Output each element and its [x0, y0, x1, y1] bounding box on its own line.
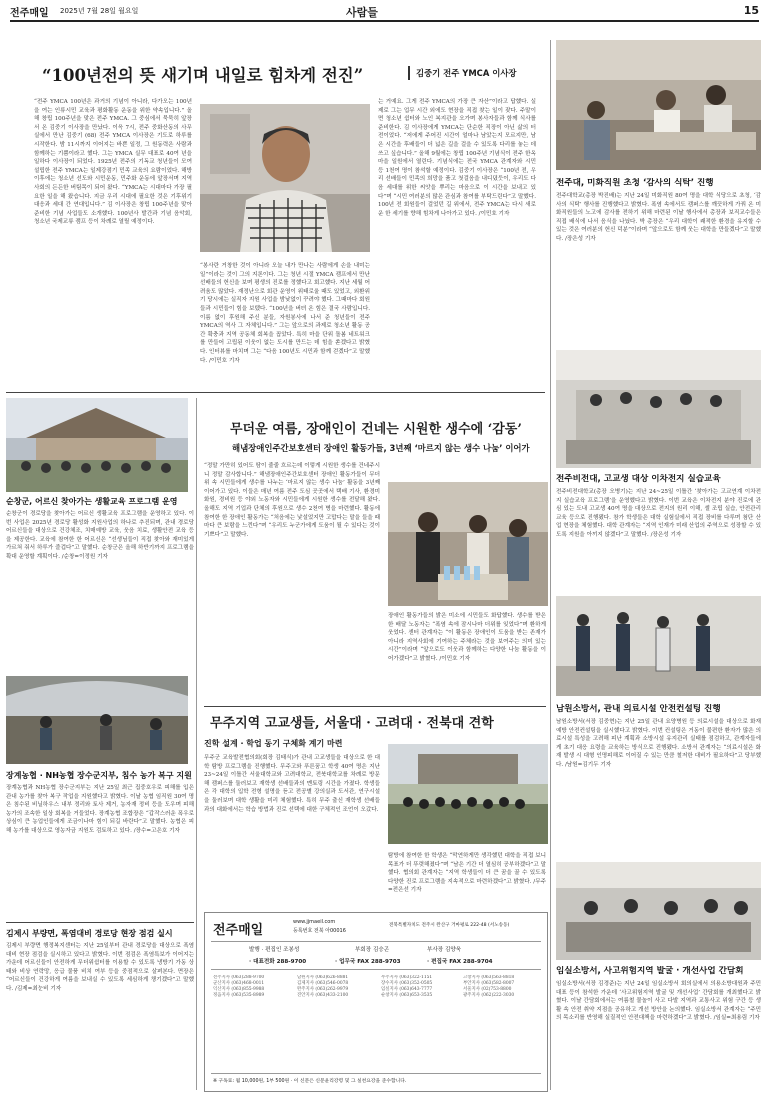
bureau-entry: 광주지사 (062)222-3030 — [463, 993, 515, 998]
campus-group-illustration — [388, 744, 548, 844]
center1-water-photo — [388, 482, 548, 606]
left-bottom-caption: 김제시 부량면, 폭염대비 경로당 현장 점검 실시 — [6, 929, 173, 938]
meeting-illustration — [556, 862, 761, 960]
headline-divider — [408, 66, 410, 80]
imsil-fire-photo — [556, 862, 761, 960]
lead-headline: “100년전의 뜻 새기며 내일로 힘차게 전진” — [42, 66, 364, 85]
info-masthead: 전주매일 — [213, 923, 264, 938]
janggye-photo — [6, 676, 188, 764]
info-divider-3 — [211, 1073, 541, 1074]
bureau-entry: 익산지사 (063)855-9988 — [213, 987, 265, 992]
bureau-entry: 임실지사 (063)643-7777 — [381, 987, 433, 992]
left-top-body: 순창군이 경로당을 찾아가는 어르신 생활교육 프로그램을 운영하고 있다. 이번 사업은 2025년 경로당 활성화 지원사업의 하나로 추진되며, 관내 경로당 어르신들을 대상으로 건강체조, 치매예방 교육, 웃음 치료, 생활안전 교육 등을 제공한다. 교육에 참여한 한 어르신은 “선생님들이 직접 찾아와 재미있게 가르쳐 줘서 하루가 즐겁다”고 말했다. 순창군은 올해 하반기까지 프로그램을 확대 운영할 계획이다. /순창=이정원 기자 — [6, 511, 194, 560]
center1-headline-box — [204, 418, 546, 438]
right-bottom-body: 임실소방서(서장 김경준)는 지난 24일 임실소방서 회의실에서 의용소방대원과 주민 대표 등이 참석한 가운데 ‘사고위험지역 발굴 및 개선사업’ 간담회를 개최했다고 밝혔다. 이날 간담회에서는 여름철 물놀이 사고 다발 지역과 교통사고 위험 구간 등 생활 속 안전 취약 지점을 공유하고 개선 방안을 논의했다. 임실소방서 관계자는 “주민의 목소리를 반영해 실질적인 안전대책을 마련하겠다”고 밝혔다. /임실=최용림 기자 — [556, 981, 761, 1022]
right-column-divider — [550, 40, 551, 1090]
bureau-entry: 전주지사 (063)288-9700 — [213, 975, 265, 980]
info-fax-business: · 업무국 FAX 288-9703 — [335, 959, 401, 965]
left-mid-body: 장계농협과 NH농협 장수군지부는 지난 25일 최근 집중호우로 피해를 입은 관내 농가를 찾아 복구 작업을 지원했다고 밝혔다. 이날 농협 임직원 30여 명은 침수된 비닐하우스 내부 정리와 토사 제거, 농자재 정비 등을 도우며 피해 농가의 조속한 일상 회복을 거들었다. 장계농협 조합장은 “갑작스러운 폭우로 상심이 큰 농업인들에게 조금이나마 힘이 되길 바란다”고 말했다. 농협은 피해 농가를 대상으로 영농자금 지원도 검토하고 있다. /장수=고은호 기자 — [6, 785, 194, 834]
lead-headline-row — [42, 62, 552, 88]
bureau-entry: 군산지사 (063)468-0011 — [213, 981, 265, 986]
bureau-list-1 — [213, 975, 291, 999]
bureau-entry: 무주지사 (063)322-1151 — [381, 975, 433, 980]
center2-body-right: 탐방에 참여한 한 학생은 “막연하게만 생각했던 대학을 직접 보니 목표가 더 뚜렷해졌다”며 “남은 기간 더 열심히 공부하겠다”고 말했다. 협의회 관계자는 “지역 학생들이 더 큰 꿈을 꿀 수 있도록 다양한 진로 프로그램을 지속적으로 마련하겠다”고 밝혔다. /무주=전은선 기자 — [388, 853, 546, 894]
header-rule — [10, 20, 759, 22]
greenhouse-cleanup-illustration — [6, 676, 188, 764]
bureau-list-2 — [297, 975, 375, 999]
masthead: 전주매일 — [10, 8, 49, 19]
bureau-entry: 장수지사 (063)352-0505 — [381, 981, 433, 986]
page-header — [10, 4, 759, 20]
bureau-list-3 — [381, 975, 459, 999]
center1-subheadline: 해냄장애인주간보호센터 장애인 활동가들, 3년째 ‘마르지 않는 생수 나눔’ 이어가 — [232, 443, 530, 453]
center1-body-left: “정말 가만히 있어도 땀이 줄줄 흐르는데 이렇게 시원한 생수를 건네주시니 정말 감사합니다.” 해냄장애인주간보호센터 장애인 활동가들이 무더위 속 시민들에게 생수를 나누는 ‘마르지 않는 생수 나눔’ 활동을 3년째 이어가고 있다. 이들은 매년 여름 전주 도심 곳곳에서 택배 기사, 환경미화원, 경비원 등 야외 노동자와 시민들에게 시원한 생수를 전달해 왔다. 올해도 지역 기업과 단체의 후원으로 생수 2천여 병을 마련했다. 활동에 참여한 한 장애인 활동가는 “처음에는 낯설었지만 고맙다는 말을 들을 때마다 큰 보람을 느낀다”며 “우리도 누군가에게 도움이 될 수 있다는 것이 기쁘다”고 말했다. — [204, 463, 380, 538]
right-bottom-caption: 임실소방서, 사고위험지역 발굴 · 개선사업 간담회 — [556, 966, 744, 976]
bureau-entry: 순창지사 (063)653-3535 — [381, 993, 433, 998]
bureau-list-4 — [463, 975, 543, 999]
portrait-illustration — [200, 104, 370, 252]
bureau-entry: 완주지사 (063)262-9979 — [297, 987, 349, 992]
left-mid-caption: 장계농협 · NH농협 장수군지부, 침수 농가 복구 지원 — [6, 771, 192, 780]
info-url: www.jjmaeil.com — [293, 919, 336, 925]
lead-col1: “전주 YMCA 100년은 과거의 기념이 아니라, 다가오는 100년을 여는 인류시민 교육과 평화활동 운동을 위한 약속입니다.” 올해 창립 100주년을 맞은 전주 YMCA. 그 중심에서 묵묵히 앞장서 온 김중기 이사장을 만났다. 이윽 7시, 전주 중화산동의 사무실에서 만난 김중기 (68) 전주 YMCA 이사장은 기도로 하루를 시작한다. 밤 11시까지 이어지는 바쁜 일정, 그 원동력은 사람과 함께하는 기쁨이라고 했다. 그는 YMCA 실무 대표로 40여 년을 일하다 이사장이 되었다. 1925년 전주의 기독교 청년들이 모여 설립한 전주 YMCA는 일제강점기 민족 교육의 요람이었다. 해방 이후에는 청소년 선도와 시민운동, 민주화 운동에 앞장서며 지역사회의 든든한 버팀목이 되어 왔다. “YMCA는 시대마다 가장 필요한 일을 해 왔습니다. 지금 우리 시대에 필요한 것은 기후위기 대응과 세대 간 연대입니다.” 김 이사장은 창립 100주년을 맞아 준비한 기념 사업들도 소개했다. 100년사 발간과 기념 음악회, 청소년 국제교류 캠프 등이 차례로 열릴 예정이다. — [34, 99, 192, 226]
left-column-divider — [196, 398, 197, 1090]
info-staff-3: 부사장 김양욱 — [427, 947, 462, 953]
center1-headline: 무더운 여름, 장애인이 건네는 시원한 생수에 ‘감동’ — [230, 422, 522, 437]
info-divider-2 — [211, 969, 541, 970]
namwon-fire-photo — [556, 596, 761, 696]
classroom-illustration — [556, 350, 761, 468]
center1-body-right: 장애인 활동가들의 밝은 미소에 시민들도 화답했다. 생수를 받은 한 배달 노동자는 “폭염 속에 잠시나마 더위를 잊었다”며 환하게 웃었다. 센터 관계자는 “이 활동은 장애인이 도움을 받는 존재가 아니라 지역사회에 기여하는 주체라는 것을 보여주는 의미 있는 시간”이라며 “앞으로도 이웃과 함께하는 다양한 나눔 활동을 이어가겠다”고 밝혔다. /이민호 기자 — [388, 613, 546, 662]
bureau-entry: 부안지사 (063)582-8007 — [463, 981, 515, 986]
center-mid-rule — [204, 706, 546, 707]
lead-portrait-photo — [200, 104, 370, 252]
right-low-body: 남원소방서(서장 김중현)는 지난 25일 관내 요양병원 등 의료시설을 대상으로 화재 예방 안전컨설팅을 실시했다고 밝혔다. 이번 컨설팅은 거동이 불편한 환자가 많은 의료시설 특성을 고려해 피난 계획과 소방시설 유지관리 실태를 점검하고, 관계자들에게 초기 대응 요령을 교육하는 방식으로 진행됐다. 소방서 관계자는 “의료시설은 화재 발생 시 대형 인명피해로 이어질 수 있는 만큼 철저한 대비가 필요하다”고 당부했다. /남원=김기두 기자 — [556, 719, 761, 768]
issue-date: 2025년 7월 28일 월요일 — [60, 7, 139, 15]
dining-event-illustration — [556, 40, 761, 170]
center2-body-left: 무주군 교육발전협의회(회장 김태식)가 관내 고교생들을 대상으로 한 대학 탐방 프로그램을 진행했다. 무주고와 푸른꿈고 학생 40여 명은 지난 23~24일 이틀간 서울대학교와 고려대학교, 전북대학교를 차례로 방문해 캠퍼스를 둘러보고 재학생 선배들과의 멘토링 시간을 가졌다. 학생들은 각 대학의 입학 전형 설명을 듣고 전공별 강의실과 도서관, 연구시설을 둘러보며 대학 생활을 미리 체험했다. 특히 무주 출신 재학생 선배들과의 대화에서는 학습 방법과 진로 선택에 대한 구체적인 조언이 오갔다. — [204, 755, 380, 813]
center2-subheadline: 진학 설계 · 학업 동기 구체화 계기 마련 — [204, 739, 343, 748]
left-bottom-rule — [6, 922, 194, 923]
group-photo-illustration — [6, 398, 188, 492]
right-low-caption: 남원소방서, 관내 의료시설 안전컨설팅 진행 — [556, 704, 721, 714]
right-top-caption: 전주대, 미화직원 초청 ‘감사의 식탁’ 진행 — [556, 178, 714, 188]
info-reg: 등록번호 전북 아00016 — [293, 928, 346, 934]
info-footer: ※ 구독료: 월 10,000원, 1부 500원 · 이 신문은 신문윤리강령 및 그 실천요강을 준수합니다. — [213, 1079, 407, 1084]
section-name: 사람들 — [346, 6, 378, 19]
center2-headline: 무주지역 고교생들, 서울대 · 고려대 · 전북대 견학 — [210, 716, 494, 731]
info-address: 전북특별자치도 전주시 완산구 거마평로 222-48 (서노송동) — [389, 923, 510, 928]
info-tel: · 대표전화 288-9700 — [249, 959, 307, 965]
left-top-caption: 순창군, 어르신 찾아가는 생활교육 프로그램 운영 — [6, 497, 178, 506]
hospital-hallway-illustration — [556, 596, 761, 696]
info-divider — [211, 941, 541, 942]
lead-subject: 김중기 전주 YMCA 이사장 — [416, 68, 517, 78]
right-mid-caption: 전주비전대, 고교생 대상 이차전지 실습교육 — [556, 474, 721, 484]
sunchang-photo — [6, 398, 188, 492]
bureau-entry: 정읍지사 (063)535-8989 — [213, 993, 265, 998]
right-mid-body: 전주비전대학교(총장 오병기)는 지난 24~25일 이틀간 ‘찾아가는 고교연계 이차전지 실습교육 프로그램’을 운영했다고 밝혔다. 이번 교육은 이차전지 분야 진로에 관심 있는 도내 고교생 40여 명을 대상으로 전지의 원리 이해, 셀 조립 실습, 안전관리 교육 등으로 진행됐다. 참가 학생들은 대학 실험실에서 직접 장비를 다루며 첨단 산업 현장을 체험했다. 대학 관계자는 “지역 인재가 미래 산업의 주역으로 성장할 수 있도록 지원을 아끼지 않겠다”고 말했다. /장은성 기자 — [556, 489, 761, 538]
info-staff-1: 발행 · 편집인 조봉성 — [249, 947, 300, 953]
left-bottom-body: 김제시 부량면 행정복지센터는 지난 25일부터 관내 경로당을 대상으로 폭염대비 현장 점검을 실시하고 있다고 밝혔다. 이번 점검은 폭염특보가 이어지는 가운데 어르신들이 안전하게 무더위쉼터를 이용할 수 있도록 냉방기 가동 상태와 비상 연락망, 응급 물품 비치 여부 등을 중점적으로 살펴본다. 면장은 “어르신들이 건강하게 여름을 보내실 수 있도록 세심하게 챙기겠다”고 말했다. /김제=최눈비 기자 — [6, 943, 194, 992]
page-number: 15 — [743, 4, 759, 17]
info-fax-editorial: · 편집국 FAX 288-9704 — [427, 959, 493, 965]
center2-campus-photo — [388, 744, 548, 844]
info-box — [204, 912, 548, 1092]
info-staff-2: 부회장 김승곤 — [355, 947, 390, 953]
bureau-entry: 고창지사 (063)563-8818 — [463, 975, 515, 980]
vision-univ-photo — [556, 350, 761, 468]
bureau-entry: 남원지사 (063)626-8881 — [297, 975, 349, 980]
lead-col2: “봉사란 거창한 것이 아니라 오늘 내가 만나는 사람에게 손을 내미는 일”이라는 것이 그의 지론이다. 그는 청년 시절 YMCA 캠프에서 만난 선배들의 헌신을 보며 평생의 진로를 정했다고 회고했다. 지난 세월 어려움도 많았다. 재정난으로 회관 운영이 위태로울 때도 있었고, 외환위기 당시에는 실직자 지원 사업을 밤낮없이 꾸려야 했다. 그때마다 회원들과 시민들이 힘을 보탰다. “100년을 버텨 온 힘은 결국 사람입니다. 이름 없이 후원해 주신 분들, 자원봉사에 나서 준 청년들이 전주 YMCA의 역사 그 자체입니다.” 그는 앞으로의 과제로 청소년 활동 공간 확충과 지역 공동체 회복을 꼽았다. 특히 마을 단위 돌봄 네트워크를 만들어 고립된 이웃이 없는 도시를 만드는 데 힘을 쏟겠다고 밝혔다. 인터뷰를 마치며 그는 “다음 100년도 시민과 함께 걷겠다”고 말했다. /이민호 기자 — [200, 263, 370, 364]
lead-bottom-rule — [6, 392, 545, 393]
bureau-entry: 김제지사 (063)546-0078 — [297, 981, 349, 986]
bureau-entry: 서울지사 (02)753-8800 — [463, 987, 512, 992]
right-top-body: 전주대학교(총장 박진배)는 지난 24일 미화직원 80여 명을 대학 식당으로 초청, ‘감사의 식탁’ 행사를 진행했다고 밝혔다. 폭염 속에서도 캠퍼스를 깨끗하게 가꿔 온 미화직원들의 노고에 감사를 전하기 위해 마련된 이날 행사에서 총장과 보직교수들은 직접 배식에 나서 음식을 나눴다. 박 총장은 “우리 대학이 쾌적한 환경을 유지할 수 있는 것은 여러분의 헌신 덕분”이라며 “앞으로도 함께 웃는 대학을 만들겠다”고 말했다. /장은성 기자 — [556, 193, 761, 242]
jeonju-univ-photo — [556, 40, 761, 170]
lead-col3: 는 거예요. 그게 전주 YMCA의 가장 큰 자산”이라고 답했다. 실제로 그는 업무 시간 외에도 현장을 직접 찾는 일이 잦다. 주말이면 청소년 쉼터와 노인 복지관을 오가며 봉사자들과 함께 식사를 준비한다. 김 이사장에게 YMCA는 단순한 직장이 아닌 삶의 터전이었다. “저에게 주어진 시간이 얼마나 남았는지 모르지만, 남은 시간을 후배들이 더 넓은 길을 걸을 수 있도록 다리를 놓는 데 쓰고 싶습니다.” 올해 9월에는 창립 100주년 기념식이 전주 한옥마을 일원에서 열린다. 기념식에는 전국 YMCA 관계자와 시민 등 1천여 명이 참석할 예정이다. 김중기 이사장은 “100년 전, 우리 선배들이 민족의 희망을 품고 첫걸음을 내디뎠듯이, 우리도 다음 세대를 위한 씨앗을 뿌리는 마음으로 이 시간을 보내고 있다”며 “시민 여러분의 많은 관심과 참여를 부탁드린다”고 말했다. 100년 전 회원들이 걸었던 길 위에서, 전주 YMCA는 다시 새로운 한 세기를 향해 힘차게 나아가고 있다. /이민호 기자 — [378, 99, 536, 217]
bureau-entry: 진안지사 (063)433-2100 — [297, 993, 349, 998]
water-handout-illustration — [388, 482, 548, 606]
